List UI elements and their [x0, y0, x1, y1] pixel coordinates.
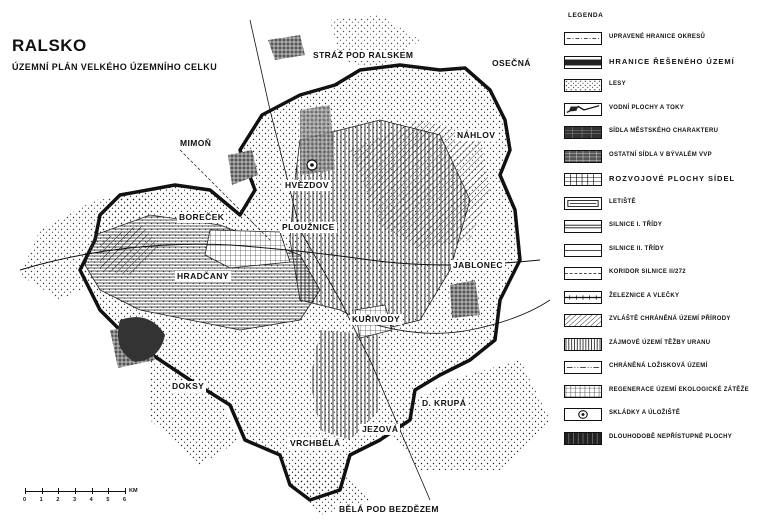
- legend-item: [564, 103, 769, 117]
- place-vrchbela: VRCHBĚLÁ: [290, 438, 341, 448]
- map-title: RALSKO: [12, 36, 87, 55]
- scale-tick: [125, 488, 126, 494]
- scale-unit: KM: [129, 488, 138, 494]
- legend-swatch-grid: [564, 173, 602, 186]
- scale-tick-label: 2: [56, 497, 60, 503]
- legend-label: ZÁJMOVÉ ÚZEMÍ TĚŽBY URANU: [609, 339, 711, 346]
- legend-swatch-dashed-line: [564, 267, 602, 280]
- legend-item: [564, 220, 769, 234]
- legend-item: [564, 408, 769, 422]
- legend-swatch-dots: [564, 79, 602, 92]
- legend-label: UPRAVENÉ HRANICE OKRESŮ: [609, 34, 706, 40]
- legend-swatch-rail: [564, 291, 602, 304]
- scale-tick: [25, 488, 26, 494]
- legend-label: SILNICE II. TŘÍDY: [609, 245, 665, 252]
- legend-swatch-double-line: [564, 220, 602, 233]
- legend-item: [564, 314, 769, 328]
- place-bela-pod-bezdezem: BĚLÁ POD BEZDĚZEM: [339, 504, 439, 514]
- legend-swatch-crosshatch: [564, 150, 602, 163]
- legend-label: LETIŠTĚ: [609, 198, 636, 205]
- scale-tick: [92, 488, 93, 494]
- scale-tick: [58, 488, 59, 494]
- legend-item: [564, 150, 769, 164]
- scale-tick-label: 1: [39, 497, 43, 503]
- scale-bar: [23, 486, 138, 508]
- legend-swatch-dashdot-line: [564, 32, 602, 45]
- scale-tick-label: 3: [73, 497, 77, 503]
- legend-label: HRANICE ŘEŠENÉHO ÚZEMÍ: [609, 56, 735, 66]
- legend-swatch-water: [564, 103, 602, 116]
- place-straz-pod-ralskem: STRÁŽ POD RALSKEM: [313, 50, 414, 60]
- legend-swatch-dark-vertical: [564, 432, 602, 445]
- place-nahlov: NÁHLOV: [457, 130, 496, 140]
- legend-item: [564, 79, 769, 93]
- legend-swatch-vertical: [564, 338, 602, 351]
- place-hradcany: HRADČANY: [177, 271, 229, 281]
- scale-tick: [108, 488, 109, 494]
- legend-label: CHRÁNĚNÁ LOŽISKOVÁ ÚZEMÍ: [609, 363, 708, 369]
- scale-tick: [42, 488, 43, 494]
- legend-item: [564, 338, 769, 352]
- place-jablonec: JABLONEC: [453, 260, 503, 270]
- legend-label: ŽELEZNICE A VLEČKY: [609, 292, 680, 299]
- legend-item: [564, 291, 769, 305]
- legend-item: [564, 385, 769, 399]
- legend-item: [564, 56, 769, 70]
- legend-item: [564, 267, 769, 281]
- place-plouznice: PLOUŽNICE: [282, 222, 335, 232]
- legend-swatch-thick-border: [564, 56, 602, 69]
- place-osecna: OSEČNÁ: [492, 58, 531, 68]
- legend-item: [564, 126, 769, 140]
- place-kurivody: KUŘIVODY: [352, 314, 401, 324]
- map-subtitle: ÚZEMNÍ PLÁN VELKÉHO ÚZEMNÍHO CELKU: [12, 62, 218, 72]
- place-borecek: BOREČEK: [179, 212, 225, 222]
- place-dolni-krupa: D. KRUPÁ: [422, 398, 467, 408]
- legend-label: VODNÍ PLOCHY A TOKY: [609, 104, 685, 111]
- place-mimon: MIMOŇ: [180, 138, 212, 148]
- legend-title: LEGENDA: [568, 12, 604, 19]
- place-jezova: JEZOVÁ: [362, 424, 399, 434]
- place-doksy: DOKSY: [172, 381, 205, 391]
- legend-label: REGENERACE ÚZEMÍ EKOLOGICKÉ ZÁTĚŽE: [609, 386, 749, 393]
- legend-label: SÍDLA MĚSTSKÉHO CHARAKTERU: [609, 128, 719, 134]
- legend-label: SILNICE I. TŘÍDY: [609, 222, 663, 228]
- scale-tick-label: 6: [123, 497, 127, 503]
- legend-item: [564, 32, 769, 46]
- legend-swatch-single-line: [564, 244, 602, 257]
- legend-label: LESY: [609, 81, 626, 87]
- legend-label: SKLÁDKY A ÚLOŽIŠTĚ: [609, 410, 681, 416]
- legend-label: DLOUHODOBĚ NEPŘÍSTUPNÉ PLOCHY: [609, 433, 733, 440]
- legend: [558, 10, 770, 490]
- legend-item: [564, 197, 769, 211]
- scale-tick-label: 0: [23, 497, 27, 503]
- legend-item: [564, 361, 769, 375]
- place-hvezdov: HVĚZDOV: [285, 180, 329, 190]
- scale-tick-label: 5: [106, 497, 110, 503]
- legend-swatch-airport: [564, 197, 602, 210]
- legend-item: [564, 432, 769, 446]
- legend-item: [564, 173, 769, 187]
- legend-swatch-diagonal: [564, 314, 602, 327]
- scale-tick-label: 4: [89, 497, 93, 503]
- legend-swatch-dash-dot-dot: [564, 361, 602, 374]
- legend-label: OSTATNÍ SÍDLA V BÝVALÉM VVP: [609, 151, 712, 158]
- legend-swatch-dense-crosshatch: [564, 126, 602, 139]
- scale-tick: [75, 488, 76, 494]
- legend-label: ZVLÁŠTĚ CHRÁNĚNÁ ÚZEMÍ PŘÍRODY: [609, 316, 731, 322]
- legend-item: [564, 244, 769, 258]
- legend-label: ROZVOJOVÉ PLOCHY SÍDEL: [609, 174, 736, 183]
- legend-swatch-target: [564, 408, 602, 421]
- legend-swatch-fine-vertical: [564, 385, 602, 398]
- legend-label: KORIDOR SILNICE II/272: [609, 269, 686, 275]
